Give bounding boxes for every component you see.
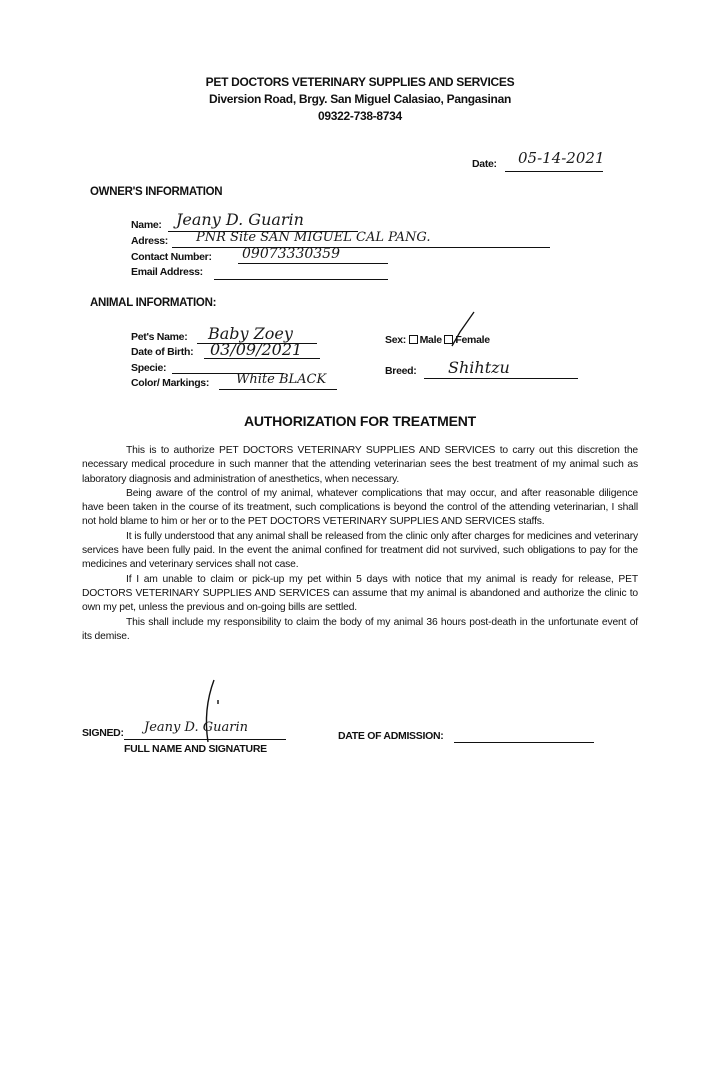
date-value: 05-14-2021 xyxy=(518,149,605,167)
breed-label: Breed: xyxy=(385,365,417,377)
date-line xyxy=(505,171,603,172)
authorization-paragraph: If I am unable to claim or pick-up my pet within 5 days with notice that my animal is ready for release, PET DOCTORS VETERINARY SUPPLIES AND SERVICES can assume that my animal is abandoned and authorize the clinic to own my pet, unless the previous and on-going bills are settled. xyxy=(82,573,638,614)
signed-value: Jeany D. Guarin xyxy=(144,720,248,735)
color-markings-label: Color/ Markings: xyxy=(131,377,210,389)
male-checkbox[interactable] xyxy=(409,335,418,344)
signature-line xyxy=(124,739,286,740)
email-label: Email Address: xyxy=(131,266,203,278)
owner-address-label: Adress: xyxy=(131,235,168,247)
email-line xyxy=(214,279,388,280)
signed-label: SIGNED: xyxy=(82,727,124,739)
authorization-paragraph: Being aware of the control of my animal, whatever complications that may occur, and after reasonable diligence have been taken in the course of its treatment, such complications is beyond the control of the attending veterinarian, I shall not hold blame to him or her or to the PET DOCTORS VETERINARY SUPPLIES AND SERVICES staffs. xyxy=(82,487,638,528)
animal-section-title: ANIMAL INFORMATION: xyxy=(90,297,217,309)
business-name: PET DOCTORS VETERINARY SUPPLIES AND SERVICES xyxy=(205,75,515,89)
business-address: Diversion Road, Brgy. San Miguel Calasiao, Pangasinan xyxy=(209,92,511,106)
specie-label: Specie: xyxy=(131,362,167,374)
owner-name-label: Name: xyxy=(131,219,162,231)
date-of-admission-label: DATE OF ADMISSION: xyxy=(338,730,444,742)
female-check-mark xyxy=(448,310,478,350)
owner-section-title: OWNER'S INFORMATION xyxy=(90,186,223,198)
dob-label: Date of Birth: xyxy=(131,346,194,358)
owner-address-line xyxy=(172,247,550,248)
female-option-label: Female xyxy=(455,334,490,346)
date-of-admission-line xyxy=(454,742,594,743)
signature-stroke xyxy=(198,676,224,746)
sex-label: Sex: xyxy=(385,334,406,346)
owner-address-value: PNR Site SAN MIGUEL CAL PANG. xyxy=(196,230,431,245)
signature-caption: FULL NAME AND SIGNATURE xyxy=(124,743,267,755)
color-markings-value: White BLACK xyxy=(236,372,327,387)
owner-name-value: Jeany D. Guarin xyxy=(176,210,304,229)
breed-line xyxy=(424,378,578,379)
contact-number-label: Contact Number: xyxy=(131,251,212,263)
authorization-paragraph: This is to authorize PET DOCTORS VETERINARY SUPPLIES AND SERVICES to carry out this discretion the necessary medical procedure in such manner that the attending veterinarian sees the best treatment of my animal such as laboratory diagnosis and administration of anesthetics, when necessary. xyxy=(82,445,638,485)
dob-value: 03/09/2021 xyxy=(210,340,303,359)
contact-number-line xyxy=(238,263,388,264)
contact-number-value: 09073330359 xyxy=(242,246,340,262)
pet-name-label: Pet's Name: xyxy=(131,331,188,343)
date-label: Date: xyxy=(472,158,497,170)
authorization-paragraph: It is fully understood that any animal shall be released from the clinic only after charges for medicines and veterinary services have been fully paid. In the event the animal confined for treatment did not survived, such obligations to pay for the medicines and veterinary services shall not case. xyxy=(82,530,638,571)
authorization-text xyxy=(82,444,638,644)
business-phone: 09322-738-8734 xyxy=(318,109,402,123)
pet-name-value: Baby Zoey xyxy=(208,324,293,343)
authorization-paragraph: This shall include my responsibility to claim the body of my animal 36 hours post-death in the unfortunate event of its demise. xyxy=(82,616,638,642)
breed-value: Shihtzu xyxy=(448,358,510,377)
male-option-label: Male xyxy=(419,334,442,346)
authorization-title: AUTHORIZATION FOR TREATMENT xyxy=(243,413,477,429)
color-markings-line xyxy=(219,389,337,390)
